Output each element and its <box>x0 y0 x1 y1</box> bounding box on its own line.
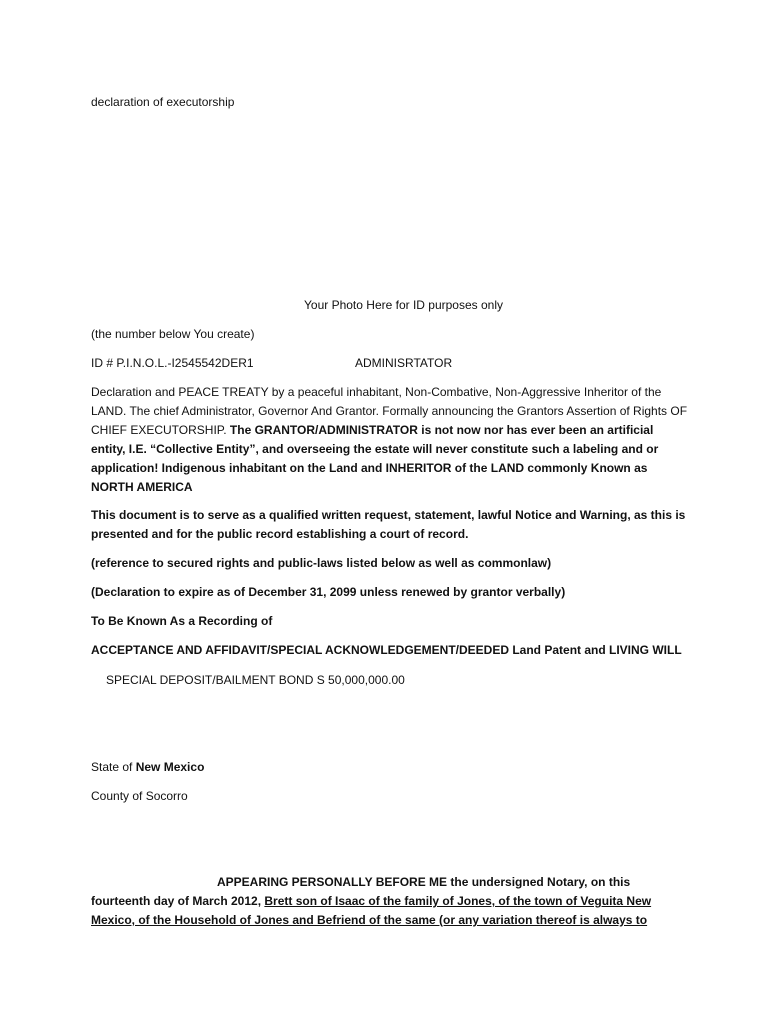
reference-note: (reference to secured rights and public-laws listed below as well as commonlaw) <box>91 556 552 570</box>
id-number: ID # P.I.N.O.L.-I2545542DER1 <box>91 356 254 370</box>
appearing-name: Brett son of Isaac of the family of Jones, of the town of Veguita New <box>264 894 652 908</box>
expiration-note: (Declaration to expire as of December 31, 2099 unless renewed by grantor verbally) <box>91 585 566 599</box>
county-line: County of Socorro <box>91 789 188 803</box>
appearing-line-3: Mexico, of the Household of Jones and Befriend of the same (or any variation thereof is always to <box>91 913 648 927</box>
photo-placeholder-text: Your Photo Here for ID purposes only <box>304 298 504 312</box>
state-label: State of <box>91 760 136 774</box>
state-value: New Mexico <box>135 760 205 774</box>
state-line <box>91 758 204 777</box>
appearing-date: fourteenth day of March 2012, <box>91 894 265 908</box>
acceptance-title: ACCEPTANCE AND AFFIDAVIT/SPECIAL ACKNOWLEDGEMENT/DEEDED Land Patent and LIVING WILL <box>91 643 682 657</box>
appearing-lead: APPEARING PERSONALLY BEFORE ME the undersigned Notary, on this <box>217 875 631 889</box>
document-title: declaration of executorship <box>91 95 235 109</box>
declaration-paragraph-normal: Declaration and PEACE TREATY by a peaceful inhabitant, Non-Combative, Non-Aggressive Inheritor of the LAND. The chief Administrator, Governor And Grantor. Formally announcing the Grantors Assertion of Rights OF CHIEF EXECUTORSHIP. <box>91 385 688 437</box>
appearing-line-2 <box>91 892 651 911</box>
declaration-paragraph <box>91 383 691 497</box>
number-note: (the number below You create) <box>91 327 255 341</box>
id-role: ADMINISRTATOR <box>355 356 453 370</box>
qualified-request-paragraph: This document is to serve as a qualified written request, statement, lawful Notice and Warning, as this is presented and for the public record establishing a court of record. <box>91 508 686 541</box>
known-as-line: To Be Known As a Recording of <box>91 614 273 628</box>
deposit-bond-line: SPECIAL DEPOSIT/BAILMENT BOND S 50,000,000.00 <box>106 673 405 687</box>
declaration-paragraph-bold: The GRANTOR/ADMINISTRATOR is not now nor has ever been an artificial entity, I.E. “Collective Entity”, and overseeing the estate will never constitute such a labeling and or application! Indigenous inhabitant on the Land and INHERITOR of the LAND commonly Known as NORTH AMERICA <box>91 423 659 494</box>
